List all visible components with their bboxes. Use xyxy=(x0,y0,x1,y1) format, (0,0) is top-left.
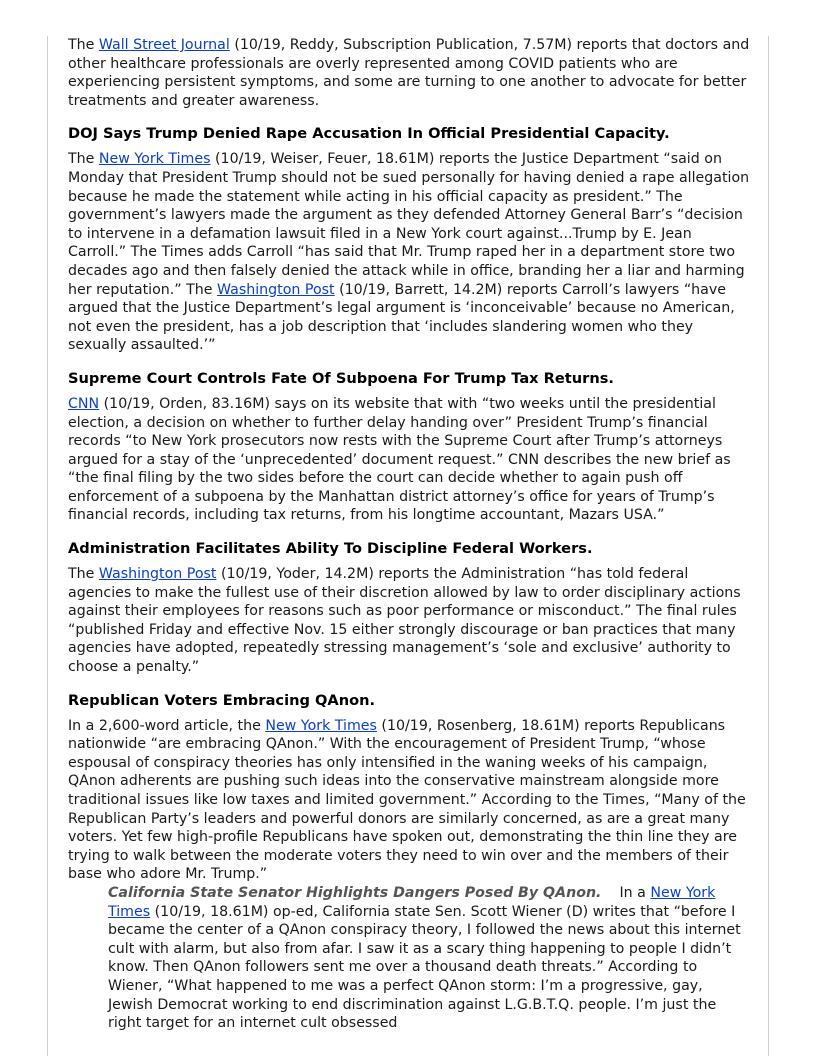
article-paragraph xyxy=(68,36,750,110)
article-text: (10/19, Barrett, 14.2M) reports Carroll’s lawyers “have argued that the Justice Department’s legal argument is ‘inconceivable’ because no American, not even the president, has a job description that ‘includes slandering women who they sexually assaulted.’” xyxy=(68,281,735,354)
article-text: (10/19, 18.61M) op-ed, California state Sen. Scott Wiener (D) writes that “before I became the center of a QAnon conspiracy theory, I followed the news about this internet cult with alarm, but also from afar. I saw it as a scary thing happening to people I didn’t know. Then QAnon followers sent me over a thousand death threats.” According to Wiener, “What happened to me was a perfect QAnon storm: I’m a progressive, gay, Jewish Democrat working to end discrimination against L.G.B.T.Q. people. I’m just the right target for an internet cult obsessed xyxy=(108,903,741,1032)
source-link-cnn[interactable]: CNN xyxy=(68,395,100,412)
article-text: The xyxy=(68,151,99,168)
article-text: (10/19, Yoder, 14.2M) reports the Administration “has told federal agencies to make the fullest use of their discretion allowed by law to order disciplinary actions against their employees for reasons such as poor performance or misconduct.” The final rules “published Friday and effective Nov. 15 either strongly discourage or ban practices that many agencies have adopted, repeatedly stressing management’s ‘sole and exclusive’ authority to choose a penalty.” xyxy=(68,566,741,676)
source-link-washington-post[interactable]: Washington Post xyxy=(98,566,217,583)
article-paragraph xyxy=(68,565,750,677)
article-text: In a xyxy=(619,884,651,901)
right-margin-rule xyxy=(768,36,769,1056)
article-paragraph xyxy=(68,717,750,884)
left-margin-rule xyxy=(47,36,48,1056)
source-link-new-york-times[interactable]: New York Times xyxy=(265,717,377,734)
article-headline: Republican Voters Embracing QAnon. xyxy=(68,691,376,709)
article-text: (10/19, Reddy, Subscription Publication, 7.57M) reports that doctors and other healthcare professionals are overly represented among COVID patients who are experiencing persistent symptoms, and some are turning to one another to advocate for better treatments and greater awareness. xyxy=(68,37,750,109)
article-headline: Supreme Court Controls Fate Of Subpoena For Trump Tax Returns. xyxy=(68,369,614,387)
article-paragraph xyxy=(68,150,750,355)
article-text: The xyxy=(68,37,99,53)
article-text: (10/19, Weiser, Feuer, 18.61M) reports the Justice Department “said on Monday that President Trump should not be sued personally for having denied a rape allegation because he made the statement while acting in his official capacity as president.” The government’s lawyers made the argument as they defended Attorney General Barr’s “decision to intervene in a defamation lawsuit filed in a New York court against...Trump by E. Jean Carroll.” The Times adds Carroll “has said that Mr. Trump raped her in a department store two decades ago and then falsely denied the attack while in office, branding her a liar and harming her reputation.” The xyxy=(68,151,750,298)
article-headline: Administration Facilitates Ability To Discipline Federal Workers. xyxy=(68,540,593,558)
article-text: (10/19, Rosenberg, 18.61M) reports Republicans nationwide “are embracing QAnon.” With the encouragement of President Trump, “whose espousal of conspiracy theories has only intensified in the waning weeks of his campaign, QAnon adherents are pushing such ideas into the conservative mainstream alongside more traditional issues like low taxes and limited government.” According to the Times, “Many of the Republican Party’s leaders and powerful donors are similarly concerned, as are a great many voters. Yet few high-profile Republicans have spoken out, demonstrating the thin line they are trying to walk between the moderate voters they need to win over and the members of their base who adore Mr. Trump.” xyxy=(68,717,746,883)
source-link-new-york-times[interactable]: New York Times xyxy=(98,151,211,168)
article-paragraph xyxy=(68,395,750,525)
document-page xyxy=(68,36,750,1033)
article-text: (10/19, Orden, 83.16M) says on its website that with “two weeks until the presidential election, a decision on whether to further delay handing over” President Trump’s financial records “to New York prosecutors now rests with the Supreme Court after Trump’s attorneys argued for a stay of the ‘unprecedented’ document request.” CNN describes the new brief as “the final filing by the two sides before the court can decide whether to again push off enforcement of a subpoena by the Manhattan district attorney’s office for years of Trump’s financial records, including tax returns, from his longtime accountant, Mazars USA.” xyxy=(68,395,731,524)
article-text: The xyxy=(68,566,99,583)
sub-article-paragraph xyxy=(68,884,750,1033)
article-headline: DOJ Says Trump Denied Rape Accusation In Official Presidential Capacity. xyxy=(68,125,670,143)
source-link-washington-post[interactable]: Washington Post xyxy=(217,281,335,298)
source-link-wall-street-journal[interactable]: Wall Street Journal xyxy=(98,37,230,53)
source-link-new-york-times[interactable]: New York Times xyxy=(108,884,716,920)
sub-article-headline: California State Senator Highlights Dangers Posed By QAnon. xyxy=(108,884,602,901)
article-text: In a 2,600-word article, the xyxy=(68,717,266,734)
